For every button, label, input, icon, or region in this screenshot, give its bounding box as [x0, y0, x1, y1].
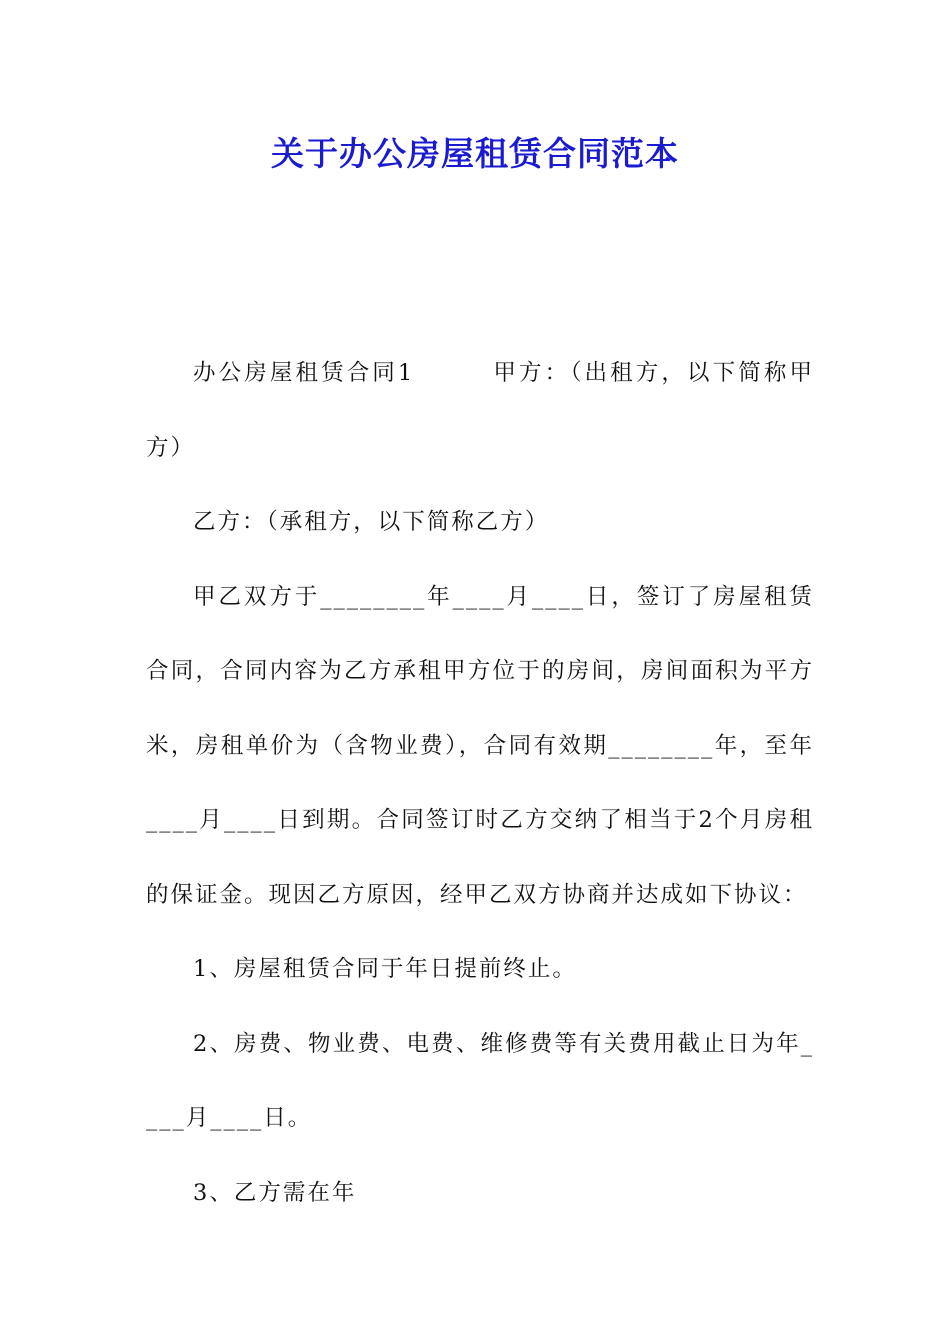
paragraph-clause-2: 2、房费、物业费、电费、维修费等有关费用截止日为年____月____日。 [146, 1030, 814, 1131]
document-title: 关于办公房屋租赁合同范本 [271, 134, 679, 173]
party-a-text: 甲方：（出租方，以下简称甲方） [146, 360, 814, 461]
paragraph-clause-3: 3、乙方需在年 [193, 1179, 357, 1206]
contract-heading: 办公房屋租赁合同1 [193, 360, 415, 386]
paragraph-heading-party-a [146, 336, 814, 485]
paragraph-clause-1: 1、房屋租赁合同于年日提前终止。 [193, 956, 577, 982]
paragraph-party-b: 乙方：（承租方，以下简称乙方） [193, 509, 550, 535]
paragraph-agreement: 甲乙双方于________年____月____日，签订了房屋租赁合同，合同内容为乙方承租甲方位于的房间，房间面积为平方米，房租单价为（含物业费），合同有效期________年，至年____月____日到期。合同签订时乙方交纳了相当于2个月房租的保证金。现因乙方原因，经甲乙双方协商并达成如下协议： [146, 583, 814, 908]
document-body [146, 336, 814, 1230]
